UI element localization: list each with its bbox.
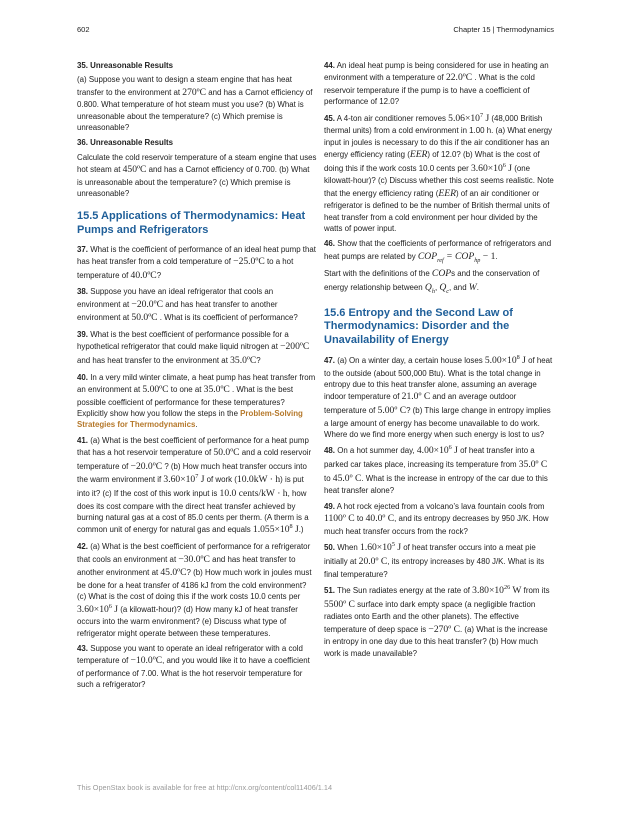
math: 20.0º C bbox=[358, 555, 388, 567]
problem-number: 41. bbox=[77, 435, 88, 445]
math-exponent: 6 bbox=[108, 602, 112, 610]
text: and has a Carnot efficiency of 0.800. What temperature of hot steam must you use? (b) What is unreasonable about the temperature? (c) Which premise is unreasonable? bbox=[77, 87, 313, 132]
problem-number: 39. bbox=[77, 330, 88, 340]
math-base: 3.60×10 bbox=[163, 474, 196, 486]
problem-35 bbox=[77, 74, 317, 133]
math: 35.0ºC bbox=[230, 355, 257, 367]
text: and a cold reservoir temperature of bbox=[77, 448, 312, 471]
text: and has heat transfer to another environment at bbox=[77, 554, 296, 578]
text: , how does its cost compare with the direct heat transfer achieved by burning natural gas at a cost of 85.0 cents per therm. (A therm is a common unit of energy for natural gas and equals bbox=[77, 489, 309, 535]
page-number: 602 bbox=[77, 25, 90, 34]
text: , and bbox=[449, 283, 467, 292]
math-exponent: 5 bbox=[391, 540, 395, 548]
problem-number: 50. bbox=[324, 543, 335, 553]
math-subscript: hp bbox=[474, 256, 481, 264]
math-subscript: ref bbox=[437, 256, 444, 264]
text: and has heat transfer to the environment at bbox=[77, 356, 228, 366]
right-column bbox=[324, 60, 556, 663]
text: of heat transfer occurs into a meat pie initially at bbox=[324, 543, 536, 566]
text: ? bbox=[156, 270, 162, 280]
math: EER bbox=[438, 187, 456, 199]
problem-number: 40. bbox=[77, 372, 88, 382]
math-base: 3.80×10 bbox=[472, 584, 504, 596]
math: 22.0ºC bbox=[445, 72, 473, 84]
math: 10.0 cents/kW · h bbox=[219, 488, 288, 500]
text: What is the best coefficient of performance possible for a hypothetical refrigerator that could make liquid nitrogen at bbox=[77, 330, 289, 352]
problem-number: 45. bbox=[324, 113, 335, 123]
text: . (a) What is the increase in entropy in one day due to this heat transfer? (b) How much work is made unavailable? bbox=[324, 624, 548, 658]
text: (a) What is the best coefficient of performance for a refrigerator that cools an environment at bbox=[77, 542, 311, 564]
text: .) bbox=[298, 525, 304, 535]
text: . bbox=[476, 283, 479, 292]
math bbox=[472, 585, 521, 596]
math-unit: J bbox=[485, 112, 490, 124]
problem-number: 43. bbox=[77, 643, 88, 653]
math: −30.0ºC bbox=[178, 553, 210, 565]
math bbox=[424, 282, 438, 295]
text: (one kilowatt-hour)? (c) Discuss whether this cost seems realistic. Note that the energy efficiency rating ( bbox=[324, 163, 554, 198]
math-unit: J bbox=[295, 524, 299, 536]
text: ? (b) How much heat transfer occurs into the warm environment if bbox=[77, 461, 307, 485]
problem-number: 48. bbox=[324, 446, 335, 456]
text: ? (b) This large change in entropy implies a large amount of energy has become unavailable to do work. Where do we find more energy when such energy is lost to us? bbox=[324, 406, 551, 440]
math-exponent: 26 bbox=[503, 583, 511, 591]
math-exponent: 7 bbox=[479, 111, 484, 119]
math: 21.0º C bbox=[401, 391, 431, 403]
math bbox=[418, 251, 496, 262]
problem-40 bbox=[77, 372, 317, 431]
math: 35.0ºC bbox=[203, 384, 230, 396]
math: 40.0ºC bbox=[130, 269, 157, 281]
math: −270º C bbox=[428, 623, 460, 635]
math: 450ºC bbox=[122, 163, 147, 175]
math: −20.0ºC bbox=[131, 298, 163, 310]
problem-38 bbox=[77, 286, 317, 325]
problem-35-title: 35. Unreasonable Results bbox=[77, 61, 174, 70]
math: 35.0º C bbox=[518, 459, 548, 471]
problem-42 bbox=[77, 541, 317, 639]
math-base: 1.60×10 bbox=[360, 542, 392, 554]
problem-36-title: 36. Unreasonable Results bbox=[77, 138, 174, 148]
math-unit: J bbox=[454, 445, 458, 457]
text: , and its entropy decreases by 950 J/K. How much heat transfer occurs from the rock? bbox=[324, 514, 549, 536]
text: (a) Suppose you want to design a steam engine that has heat transfer to the environment at bbox=[77, 75, 292, 97]
math-base: 3.60×10 bbox=[77, 603, 109, 615]
math bbox=[471, 163, 512, 174]
math-exponent: 6 bbox=[448, 444, 452, 452]
math: 10.0kW · h bbox=[236, 474, 281, 486]
math: 1100º C bbox=[324, 513, 355, 525]
math: 45.0ºC bbox=[160, 567, 187, 579]
text: (a) What is the best coefficient of performance for a heat pump that has a hot reservoir temperature of bbox=[77, 435, 309, 458]
text: and has heat transfer to another environment at bbox=[77, 299, 278, 323]
math-unit: J bbox=[522, 354, 526, 366]
math bbox=[448, 113, 489, 124]
math-exponent: 8 bbox=[516, 353, 520, 361]
math-symbol: = COP bbox=[446, 250, 475, 262]
math bbox=[485, 355, 526, 366]
text: . bbox=[195, 420, 198, 430]
math: 270ºC bbox=[182, 86, 207, 98]
text: . What is the increase in entropy of the car due to this heat transfer alone? bbox=[324, 473, 548, 496]
problem-51 bbox=[324, 584, 556, 659]
text: ? (b) How much work in joules must be done for a heat transfer of 4186 kJ from the cold environment? (c) What is the cost of doing this if the work costs 10.0 cents per bbox=[77, 568, 312, 602]
text: to bbox=[356, 514, 364, 524]
text: A 4-ton air conditioner removes bbox=[336, 113, 446, 123]
math: −25.0ºC bbox=[233, 255, 265, 267]
math-subscript: c bbox=[446, 287, 450, 295]
math: 40.0º C bbox=[365, 513, 395, 525]
text: and an average outdoor temperature of bbox=[324, 392, 517, 415]
math-unit: J bbox=[397, 542, 402, 554]
problem-45 bbox=[324, 112, 556, 235]
left-column bbox=[77, 60, 317, 694]
text: In a very mild winter climate, a heat pump has heat transfer from an environment at bbox=[77, 372, 316, 395]
problem-41 bbox=[77, 435, 317, 537]
problem-44 bbox=[324, 60, 556, 108]
math-unit: J bbox=[508, 162, 512, 174]
text: to bbox=[324, 473, 331, 483]
problem-47 bbox=[324, 354, 556, 440]
math: 5500º C bbox=[324, 598, 355, 610]
text: to one at bbox=[170, 385, 202, 395]
text: What is the coefficient of performance of an ideal heat pump that has heat transfer from a cold temperature of bbox=[77, 244, 316, 266]
math: −200ºC bbox=[280, 341, 310, 353]
math: 5.00ºC bbox=[142, 384, 169, 396]
problem-43 bbox=[77, 643, 317, 691]
text: ) is put into it? (c) If the cost of this work input is bbox=[77, 475, 304, 499]
math-symbol: Q bbox=[439, 282, 447, 293]
text: and has a Carnot efficiency of 0.700. (b) What is unreasonable about the temperature? (c) Which premise is unreasonable? bbox=[77, 164, 310, 198]
math bbox=[417, 445, 458, 456]
text: ) of 12.0? (b) What is the cost of doing this if the work costs 10.0 cents per bbox=[324, 149, 540, 173]
math bbox=[163, 474, 204, 485]
math-exponent: 6 bbox=[502, 161, 506, 169]
text: (48,000 British thermal units) from a cold environment in 1.00 h. (a) What energy input in joules is necessary to do this if the air conditioner has an energy efficiency rating ( bbox=[324, 113, 553, 159]
math bbox=[253, 524, 299, 535]
problem-39 bbox=[77, 329, 317, 368]
problem-number: 49. bbox=[324, 501, 335, 511]
problem-48 bbox=[324, 444, 556, 496]
math-symbol: Q bbox=[424, 282, 432, 293]
math bbox=[77, 604, 118, 615]
text: When bbox=[337, 543, 358, 553]
text: . What is its coefficient of performance? bbox=[159, 313, 298, 323]
text: . What is the cold reservoir temperature if the pump is to have a coefficient of performance of 12.0? bbox=[324, 73, 535, 107]
math: 45.0º C bbox=[332, 472, 362, 484]
math-unit: W bbox=[512, 584, 522, 596]
text: of work ( bbox=[206, 475, 237, 485]
text: Show that the coefficients of performance of refrigerators and heat pumps are related by bbox=[324, 239, 552, 261]
problem-49 bbox=[324, 501, 556, 537]
text: Start with the definitions of the bbox=[324, 269, 430, 279]
problem-46 bbox=[324, 238, 556, 263]
text: The Sun radiates energy at the rate of bbox=[337, 585, 470, 595]
math-base: 3.60×10 bbox=[470, 162, 503, 174]
text: , bbox=[434, 283, 438, 292]
math: W bbox=[468, 282, 477, 293]
problem-number: 51. bbox=[324, 585, 335, 595]
text: Calculate the cold reservoir temperature of a steam engine that uses hot steam at bbox=[77, 152, 317, 174]
math: 50.0ºC bbox=[131, 312, 158, 324]
math: EER bbox=[409, 148, 428, 160]
problem-number: 44. bbox=[324, 61, 335, 70]
section-15-6-heading: 15.6 Entropy and the Second Law of Thermodynamics: Disorder and the Unavailability of Energy bbox=[324, 306, 513, 347]
text: , and you would like it to have a coefficient of performance of 7.00. What is the hot reservoir temperature for such a refrigerator? bbox=[77, 656, 310, 690]
math-symbol: − 1 bbox=[482, 250, 496, 262]
text: ? bbox=[256, 356, 261, 366]
text: (a kilowatt-hour)? (d) How many kJ of heat transfer occurs into the warm environment? (e) Discuss what type of refrigerator might operate between these temperatures. bbox=[77, 604, 298, 638]
problem-number: 38. bbox=[77, 287, 88, 297]
running-header: Chapter 15 | Thermodynamics bbox=[453, 25, 554, 34]
problem-37 bbox=[77, 244, 317, 283]
text: of heat transfer into a parked car takes place, increasing its temperature from bbox=[324, 446, 535, 470]
math-base: 1.055×10 bbox=[252, 524, 290, 536]
problem-50 bbox=[324, 541, 556, 580]
text: . bbox=[495, 251, 498, 261]
math-base: 4.00×10 bbox=[416, 445, 449, 457]
page-footer: This OpenStax book is available for free at http://cnx.org/content/col11406/1.14 bbox=[77, 783, 333, 792]
math: −20.0ºC bbox=[130, 460, 163, 472]
text: s and the conservation of energy relationship between bbox=[324, 269, 540, 292]
math bbox=[360, 542, 401, 553]
text: Suppose you have an ideal refrigerator that cools an environment at bbox=[77, 287, 274, 309]
problem-number: 46. bbox=[324, 239, 335, 249]
math: 50.0ºC bbox=[213, 447, 240, 459]
math-unit: J bbox=[200, 474, 205, 486]
text: Suppose you want to operate an ideal refrigerator with a cold temperature of bbox=[77, 643, 303, 666]
math-exponent: 7 bbox=[195, 473, 199, 481]
section-15-5-heading: 15.5 Applications of Thermodynamics: Heat Pumps and Refrigerators bbox=[77, 210, 306, 236]
text: On a hot summer day, bbox=[337, 446, 415, 456]
math-symbol: COP bbox=[417, 250, 438, 262]
math: COP bbox=[431, 268, 452, 280]
text: An ideal heat pump is being considered for use in heating an environment with a temperature of bbox=[324, 61, 549, 83]
problem-solving-strategies-link[interactable]: Problem-Solving Strategies for Thermodynamics bbox=[77, 409, 303, 430]
text: (a) On a winter day, a certain house loses bbox=[337, 355, 483, 365]
problem-number: 37. bbox=[77, 244, 88, 254]
math-base: 5.06×10 bbox=[448, 112, 480, 124]
text: of heat to the outside (about 500,000 Btu). What is the total change in entropy due to this heat transfer alone, assuming an average indoor temperature of bbox=[324, 355, 553, 402]
math-exponent: 8 bbox=[289, 523, 293, 531]
text: to a hot temperature of bbox=[77, 256, 294, 280]
text: ) of an air conditioner or refrigerator is defined to be the number of British thermal units of heat transfer from a cold environment per hour divided by the watts of power input. bbox=[324, 188, 550, 233]
text: from its bbox=[523, 585, 550, 595]
math: −10.0ºC bbox=[130, 655, 163, 667]
math: 5.00º C bbox=[377, 405, 407, 416]
math-subscript: h bbox=[431, 287, 435, 295]
problem-number: 47. bbox=[324, 355, 335, 365]
problem-number: 42. bbox=[77, 542, 88, 552]
text: surface into dark empty space (a negligible fraction radiates onto Earth and the other planets). The effective temperature of deep space is bbox=[324, 599, 536, 634]
text: . What is the best possible coefficient of performance for these temperatures? Explicitly show how you follow the steps in the bbox=[77, 385, 294, 419]
math-base: 5.00×10 bbox=[484, 354, 517, 366]
text: A hot rock ejected from a volcano’s lava fountain cools from bbox=[336, 501, 545, 511]
text: , its entropy increases by 480 J/K. What is its final temperature? bbox=[324, 556, 545, 579]
problem-36 bbox=[77, 152, 317, 200]
math-unit: J bbox=[114, 603, 119, 615]
problem-46-hint bbox=[324, 267, 556, 294]
math bbox=[439, 282, 449, 293]
